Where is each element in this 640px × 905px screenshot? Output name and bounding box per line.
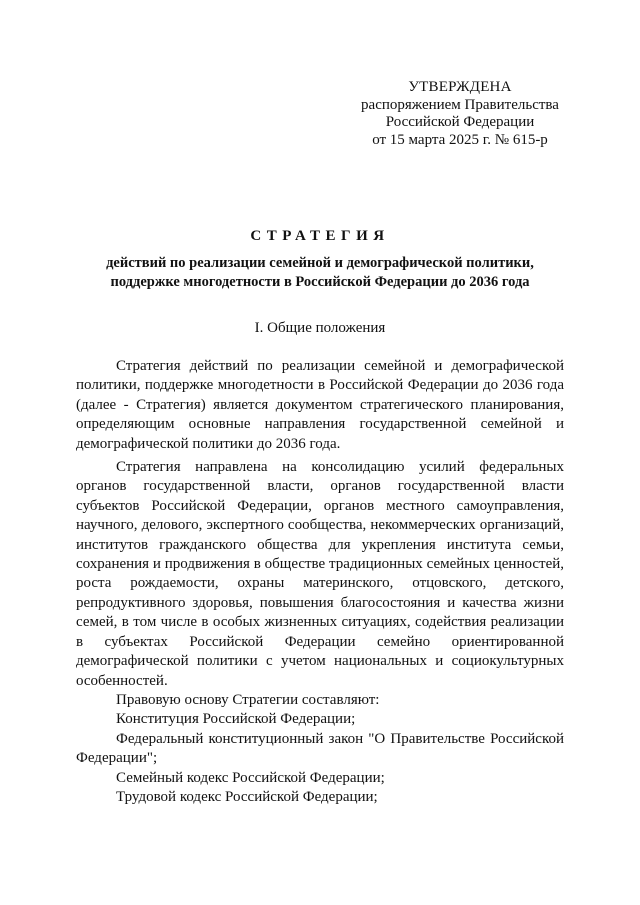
paragraph-legal-basis-labor-code: Трудовой кодекс Российской Федерации; <box>116 788 378 805</box>
document-title-block <box>60 226 580 292</box>
paragraph-legal-basis-constitution: Конституция Российской Федерации; <box>116 711 356 728</box>
paragraph-legal-basis-intro: Правовую основу Стратегии составляют: <box>116 691 380 708</box>
document-subtitle-line-1: действий по реализации семейной и демографической политики, <box>106 255 534 271</box>
approval-stamp <box>340 79 580 149</box>
paragraph-strategy-definition: Стратегия действий по реализации семейной и демографической политики, поддержке многодетности в Российской Федерации до 2036 года (далее - Стратегия) является документом стратегического планирования, определяющим основные направления государственной семейной и демографической политики до 2036 года. <box>76 358 564 452</box>
approval-authority: распоряжением Правительства <box>361 96 559 113</box>
section-heading: I. Общие положения <box>254 320 386 336</box>
paragraph-legal-basis-family-code: Семейный кодекс Российской Федерации; <box>116 769 385 786</box>
document-subtitle-line-2: поддержке многодетности в Российской Федерации до 2036 года <box>110 274 530 290</box>
approval-date-number: от 15 марта 2025 г. № 615-р <box>372 131 548 148</box>
approval-title: УТВЕРЖДЕНА <box>408 79 512 95</box>
document-title: СТРАТЕГИЯ <box>250 228 390 244</box>
paragraph-legal-basis-government-law: Федеральный конституционный закон "О Правительстве Российской Федерации"; <box>76 730 564 767</box>
paragraph-strategy-purpose: Стратегия направлена на консолидацию усилий федеральных органов государственной власти, органов государственной власти субъектов Российской Федерации, органов местного самоуправления, научного, делового, экспертного сообщества, некоммерческих организаций, институтов гражданского общества для укрепления института семьи, сохранения и продвижения в обществе традиционных семейных ценностей, роста рождаемости, охраны материнского, отцовского, детского, репродуктивного здоровья, повышения благосостояния и качества жизни семей, в том числе в особых жизненных ситуациях, содействия реализации в субъектах Российской Федерации семейно ориентированной демографической политики с учетом национальных и социокультурных особенностей. <box>76 459 564 689</box>
section-body <box>76 357 564 807</box>
approval-country: Российской Федерации <box>385 114 535 130</box>
